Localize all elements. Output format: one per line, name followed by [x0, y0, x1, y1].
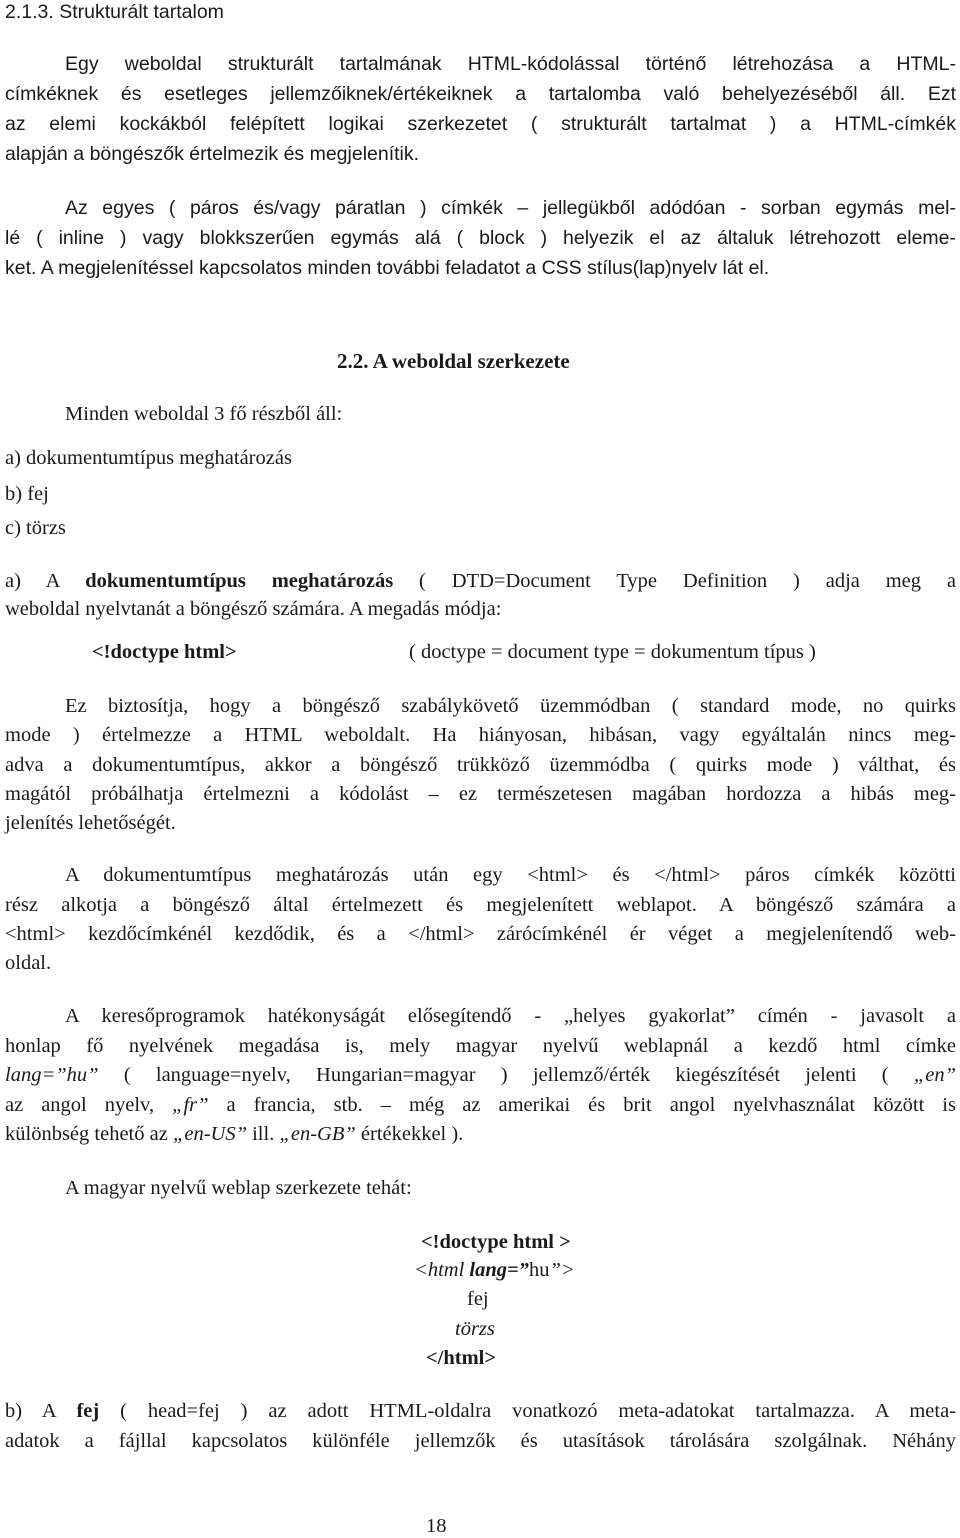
para-lang-line4 [5, 1093, 956, 1117]
intro-three-parts: Minden weboldal 3 fő részből áll: [65, 403, 343, 425]
para1-line3: az elemi kockákból felépített logikai szerkezetet ( strukturált tartalmat ) a HTML-címkék [5, 113, 956, 135]
para2-line1: Az egyes ( páros és/vagy páratlan ) címkék – jellegükből adódóan - sorban egymás mel- [65, 197, 956, 219]
b-line2: adatok a fájllal kapcsolatos különféle jellemzők és utasítások tárolására szolgálnak. Néhány [5, 1430, 956, 1452]
lang-hu-example: lang=”hu” [5, 1064, 99, 1086]
para-ez-line2: mode ) értelmezze a HTML weboldalt. Ha hiányosan, hibásan, vagy egyáltalán nincs meg- [5, 724, 956, 746]
structure-fej: fej [467, 1288, 489, 1310]
html-open-tag: <html [414, 1259, 465, 1281]
lang-en-us-example: „en-US” [172, 1123, 247, 1145]
lang-en-gb-example: „en-GB” [279, 1123, 356, 1145]
section-heading-2-1-3: 2.1.3. Strukturált tartalom [5, 1, 224, 23]
page-number: 18 [426, 1515, 447, 1537]
para-lang-line5 [5, 1122, 463, 1146]
doctype-note: ( doctype = document type = dokumentum típus ) [409, 641, 816, 663]
para1-line4: alapján a böngészők értelmezik és megjelenítik. [5, 143, 420, 165]
para-html-line4: oldal. [5, 952, 52, 974]
html-open-end: ”> [549, 1259, 575, 1281]
b-line1 [5, 1399, 956, 1423]
para-lang-line3-mid: ( language=nyelv, Hungarian=magyar ) jellemző/érték kiegészítését jelenti ( [98, 1064, 914, 1086]
para-lang-line4-a: az angol nyelv, [5, 1094, 173, 1116]
html-lang-value: hu [528, 1259, 550, 1281]
para-lang-line5-b: ill. [246, 1123, 280, 1145]
para-ez-line3: adva a dokumentumtípus, akkor a böngésző trükköző üzemmódba ( quirks mode ) válthat, és [5, 754, 956, 776]
b-line1-prefix: b) A [5, 1400, 77, 1422]
a-line2: weboldal nyelvtanát a böngésző számára. A megadás módja: [5, 598, 502, 620]
structure-torzs: törzs [455, 1318, 495, 1340]
part-b: b) fej [5, 483, 49, 505]
b-line1-bold: fej [76, 1400, 100, 1422]
para-ez-line1: Ez biztosítja, hogy a böngésző szabálykövető üzemmódban ( standard mode, no quirks [65, 695, 956, 717]
para1-line2: címkéknek és esetleges jellemzőiknek/értékeiknek a tartalomba való behelyezéséből áll. Ezt [5, 83, 956, 105]
lang-en-example: „en” [913, 1064, 956, 1086]
para1-line1: Egy weboldal strukturált tartalmának HTML-kódolással történő létrehozása a HTML- [65, 53, 956, 75]
part-c: c) törzs [5, 517, 66, 539]
b-line1-rest: ( head=fej ) az adott HTML-oldalra vonatkozó meta-adatokat tartalmazza. A meta- [99, 1400, 956, 1422]
html-lang-attr: lang=” [464, 1259, 529, 1281]
section-heading-2-2: 2.2. A weboldal szerkezete [337, 349, 570, 373]
a-line1 [5, 569, 956, 593]
para-ez-line5: jelenítés lehetőségét. [5, 812, 176, 834]
para-html-line2: rész alkotja a böngésző által értelmezett és megjelenített weblapot. A böngésző számára a [5, 894, 956, 916]
structure-doctype: <!doctype html > [421, 1231, 571, 1253]
para-lang-line5-c: értékekkel ). [355, 1123, 464, 1145]
doctype-code: <!doctype html> [92, 641, 237, 663]
lang-fr-example: „fr” [172, 1094, 209, 1116]
structure-intro: A magyar nyelvű weblap szerkezete tehát: [65, 1177, 412, 1199]
para-lang-line2: honlap fő nyelvének megadása is, mely magyar nyelvű weblapnál a kezdő html címke [5, 1035, 956, 1057]
para-ez-line4: magától próbálhatja értelmezni a kódolást – ez természetesen magában hordozza a hibás meg- [5, 783, 956, 805]
structure-html-open [414, 1258, 575, 1282]
a-line1-rest: ( DTD=Document Type Definition ) adja meg a [393, 570, 956, 592]
para-lang-line4-b: a francia, stb. – még az amerikai és brit angol nyelvhasználat között is [208, 1094, 956, 1116]
para2-line2: lé ( inline ) vagy blokkszerűen egymás alá ( block ) helyezik el az általuk létrehozott eleme- [5, 227, 956, 249]
para-html-line1: A dokumentumtípus meghatározás után egy <html> és </html> páros címkék közötti [65, 864, 956, 886]
para-html-line3: <html> kezdőcímkénél kezdődik, és a </html> zárócímkénél ér véget a megjelenítendő web- [5, 923, 956, 945]
structure-html-close: </html> [426, 1347, 497, 1369]
para2-line3: ket. A megjelenítéssel kapcsolatos minden további feladatot a CSS stílus(lap)nyelv lát el. [5, 257, 770, 279]
a-line1-bold: dokumentumtípus meghatározás [85, 570, 394, 592]
part-a: a) dokumentumtípus meghatározás [5, 447, 292, 469]
para-lang-line1: A keresőprogramok hatékonyságát elősegítendő - „helyes gyakorlat” címén - javasolt a [65, 1005, 956, 1027]
a-line1-prefix: a) A [5, 570, 86, 592]
para-lang-line3 [5, 1063, 956, 1087]
para-lang-line5-a: különbség tehető az [5, 1123, 173, 1145]
